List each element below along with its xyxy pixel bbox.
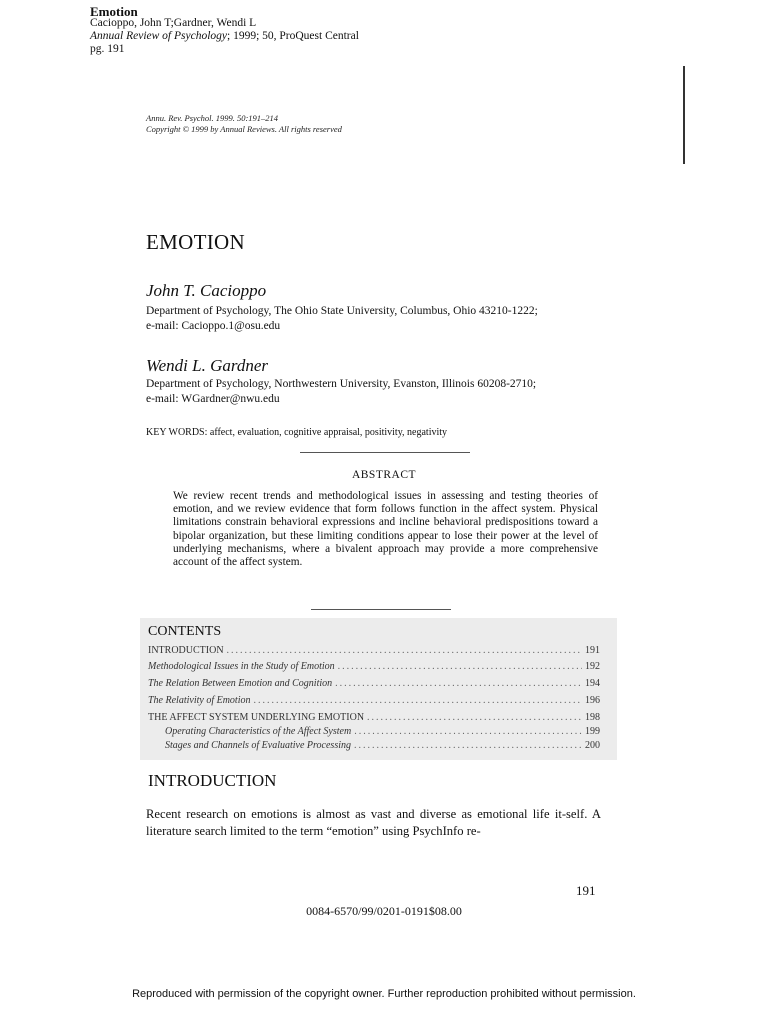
citation-details: ; 1999; 50, ProQuest Central — [227, 30, 359, 42]
toc-item-affect-system — [148, 712, 600, 723]
copyright-footer: Reproduced with permission of the copyright owner. Further reproduction prohibited without permission. — [132, 988, 636, 1000]
toc-item-relativity — [148, 695, 600, 706]
document-title: Emotion — [90, 4, 138, 19]
document-source — [90, 30, 359, 43]
toc-label: THE AFFECT SYSTEM UNDERLYING EMOTION — [148, 712, 365, 723]
vertical-scan-line — [683, 66, 685, 164]
toc-page: 192 — [585, 661, 600, 672]
toc-label: Methodological Issues in the Study of Emotion — [148, 661, 335, 672]
document-page: pg. 191 — [90, 43, 125, 55]
author-name-1: John T. Cacioppo — [146, 281, 267, 300]
page-number: 191 — [576, 883, 596, 898]
toc-leader — [338, 661, 582, 672]
journal-citation: Annu. Rev. Psychol. 1999. 50:191–214 — [146, 113, 279, 123]
toc-leader — [227, 645, 582, 656]
toc-label: Operating Characteristics of the Affect System — [165, 726, 352, 737]
toc-item-emotion-cognition — [148, 678, 600, 689]
author-name-2: Wendi L. Gardner — [146, 356, 268, 375]
author-affiliation-2: Department of Psychology, Northwestern University, Evanston, Illinois 60208-2710; — [146, 378, 537, 390]
author-email-1: e-mail: Cacioppo.1@osu.edu — [146, 320, 281, 332]
introduction-text: Recent research on emotions is almost as vast and diverse as emotional life it-self. A literature search limited to the term “emotion” using PsychInfo re- — [146, 807, 601, 838]
keywords: KEY WORDS: affect, evaluation, cognitive appraisal, positivity, negativity — [146, 427, 448, 438]
divider-top — [300, 452, 470, 453]
toc-page: 200 — [585, 740, 600, 751]
toc-leader — [367, 712, 582, 723]
contents-heading: CONTENTS — [148, 624, 222, 639]
toc-leader — [354, 740, 582, 751]
toc-page: 198 — [585, 712, 600, 723]
document-authors: Cacioppo, John T;Gardner, Wendi L — [90, 17, 257, 29]
toc-item-introduction — [148, 645, 600, 656]
toc-leader — [335, 678, 582, 689]
abstract-text: We review recent trends and methodological issues in assessing and testing theories of emotion, and we review evidence that form follows function in the affect system. Physical limitations constrain behavioral expressions and incline behavioral predispositions toward a bipolar organization, but these limiting conditions appear to lose their power at the level of underlying mechanisms, where a bivalent approach may provide a more comprehensive account of the affect system. — [173, 490, 598, 569]
toc-leader — [354, 726, 582, 737]
toc-item-methodological-issues — [148, 661, 600, 672]
toc-label: The Relation Between Emotion and Cognition — [148, 678, 333, 689]
divider-bottom — [311, 609, 451, 610]
toc-label: Stages and Channels of Evaluative Processing — [165, 740, 351, 751]
article-code: 0084-6570/99/0201-0191$08.00 — [306, 904, 462, 918]
author-affiliation-1: Department of Psychology, The Ohio State University, Columbus, Ohio 43210-1222; — [146, 305, 538, 317]
journal-name: Annual Review of Psychology — [90, 30, 228, 42]
toc-leader — [253, 695, 582, 706]
toc-label: INTRODUCTION — [148, 645, 224, 656]
toc-item-operating-characteristics — [165, 726, 600, 737]
article-title: EMOTION — [146, 230, 245, 254]
toc-label: The Relativity of Emotion — [148, 695, 251, 706]
copyright-notice: Copyright © 1999 by Annual Reviews. All rights reserved — [146, 124, 342, 134]
abstract-heading: ABSTRACT — [351, 469, 417, 481]
introduction-heading: INTRODUCTION — [148, 771, 277, 790]
toc-page: 191 — [585, 645, 600, 656]
toc-page: 199 — [585, 726, 600, 737]
author-email-2: e-mail: WGardner@nwu.edu — [146, 393, 280, 405]
toc-page: 194 — [585, 678, 600, 689]
toc-page: 196 — [585, 695, 600, 706]
toc-item-evaluative-processing — [165, 740, 600, 751]
